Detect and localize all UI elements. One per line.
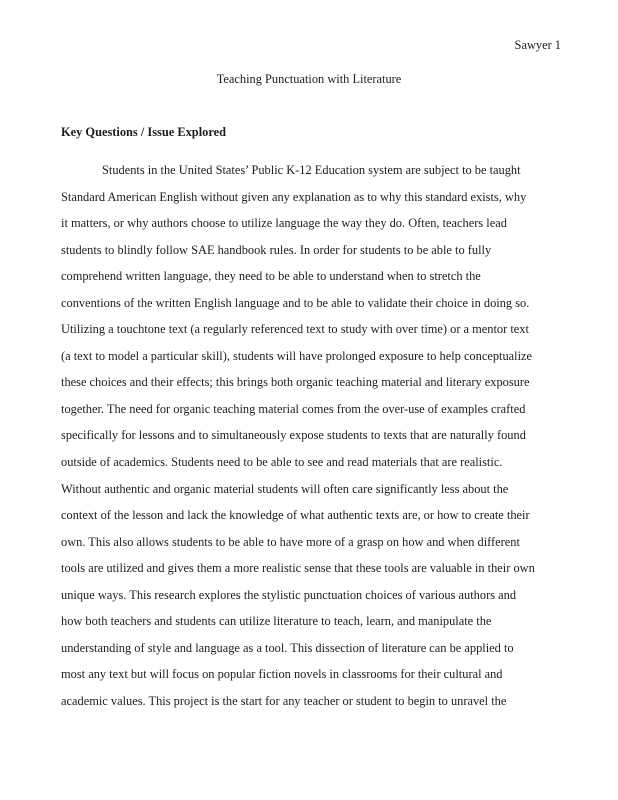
paragraph [61,157,561,714]
paragraph-line: context of the lesson and lack the knowledge of what authentic texts are, or how to create their [61,508,530,523]
paragraph-line: most any text but will focus on popular fiction novels in classrooms for their cultural and [61,667,503,682]
paragraph-line: comprehend written language, they need to be able to understand when to stretch the [61,269,481,284]
document-title: Teaching Punctuation with Literature [216,72,402,86]
paragraph-line: conventions of the written English language and to be able to validate their choice in doing so. [61,295,530,310]
paragraph-line: Without authentic and organic material students will often care significantly less about the [61,481,509,496]
paragraph-line: specifically for lessons and to simultaneously expose students to texts that are naturally found [61,428,526,443]
paragraph-line: own. This also allows students to be able to have more of a grasp on how and when different [61,534,520,549]
paragraph-line: students to blindly follow SAE handbook rules. In order for students to be able to fully [61,242,492,257]
paragraph-line: tools are utilized and gives them a more realistic sense that these tools are valuable in their own [61,561,535,576]
paragraph-line: understanding of style and language as a tool. This dissection of literature can be applied to [61,640,514,655]
paragraph-line: Utilizing a touchtone text (a regularly referenced text to study with over time) or a mentor text [61,322,529,337]
paragraph-line: it matters, or why authors choose to utilize language the way they do. Often, teachers lead [61,216,507,231]
paragraph-line: Standard American English without given any explanation as to why this standard exists, why [61,189,527,204]
paragraph-line: together. The need for organic teaching material comes from the over-use of examples crafted [61,401,526,416]
running-header [515,39,561,53]
section-heading: Key Questions / Issue Explored [61,125,227,139]
paragraph-line: unique ways. This research explores the stylistic punctuation choices of various authors and [61,587,517,602]
paragraph-line: Students in the United States’ Public K-12 Education system are subject to be taught [102,163,521,177]
paragraph-line: academic values. This project is the start for any teacher or student to begin to unravel the [61,693,507,708]
paragraph-line: (a text to model a particular skill), students will have prolonged exposure to help conceptualize [61,348,533,363]
author-page-number: Sawyer 1 [514,38,561,52]
paragraph-line: these choices and their effects; this brings both organic teaching material and literary exposure [61,375,530,390]
paragraph-line: outside of academics. Students need to be able to see and read materials that are realistic. [61,455,503,470]
paragraph-line: how both teachers and students can utilize literature to teach, learn, and manipulate the [61,614,492,629]
